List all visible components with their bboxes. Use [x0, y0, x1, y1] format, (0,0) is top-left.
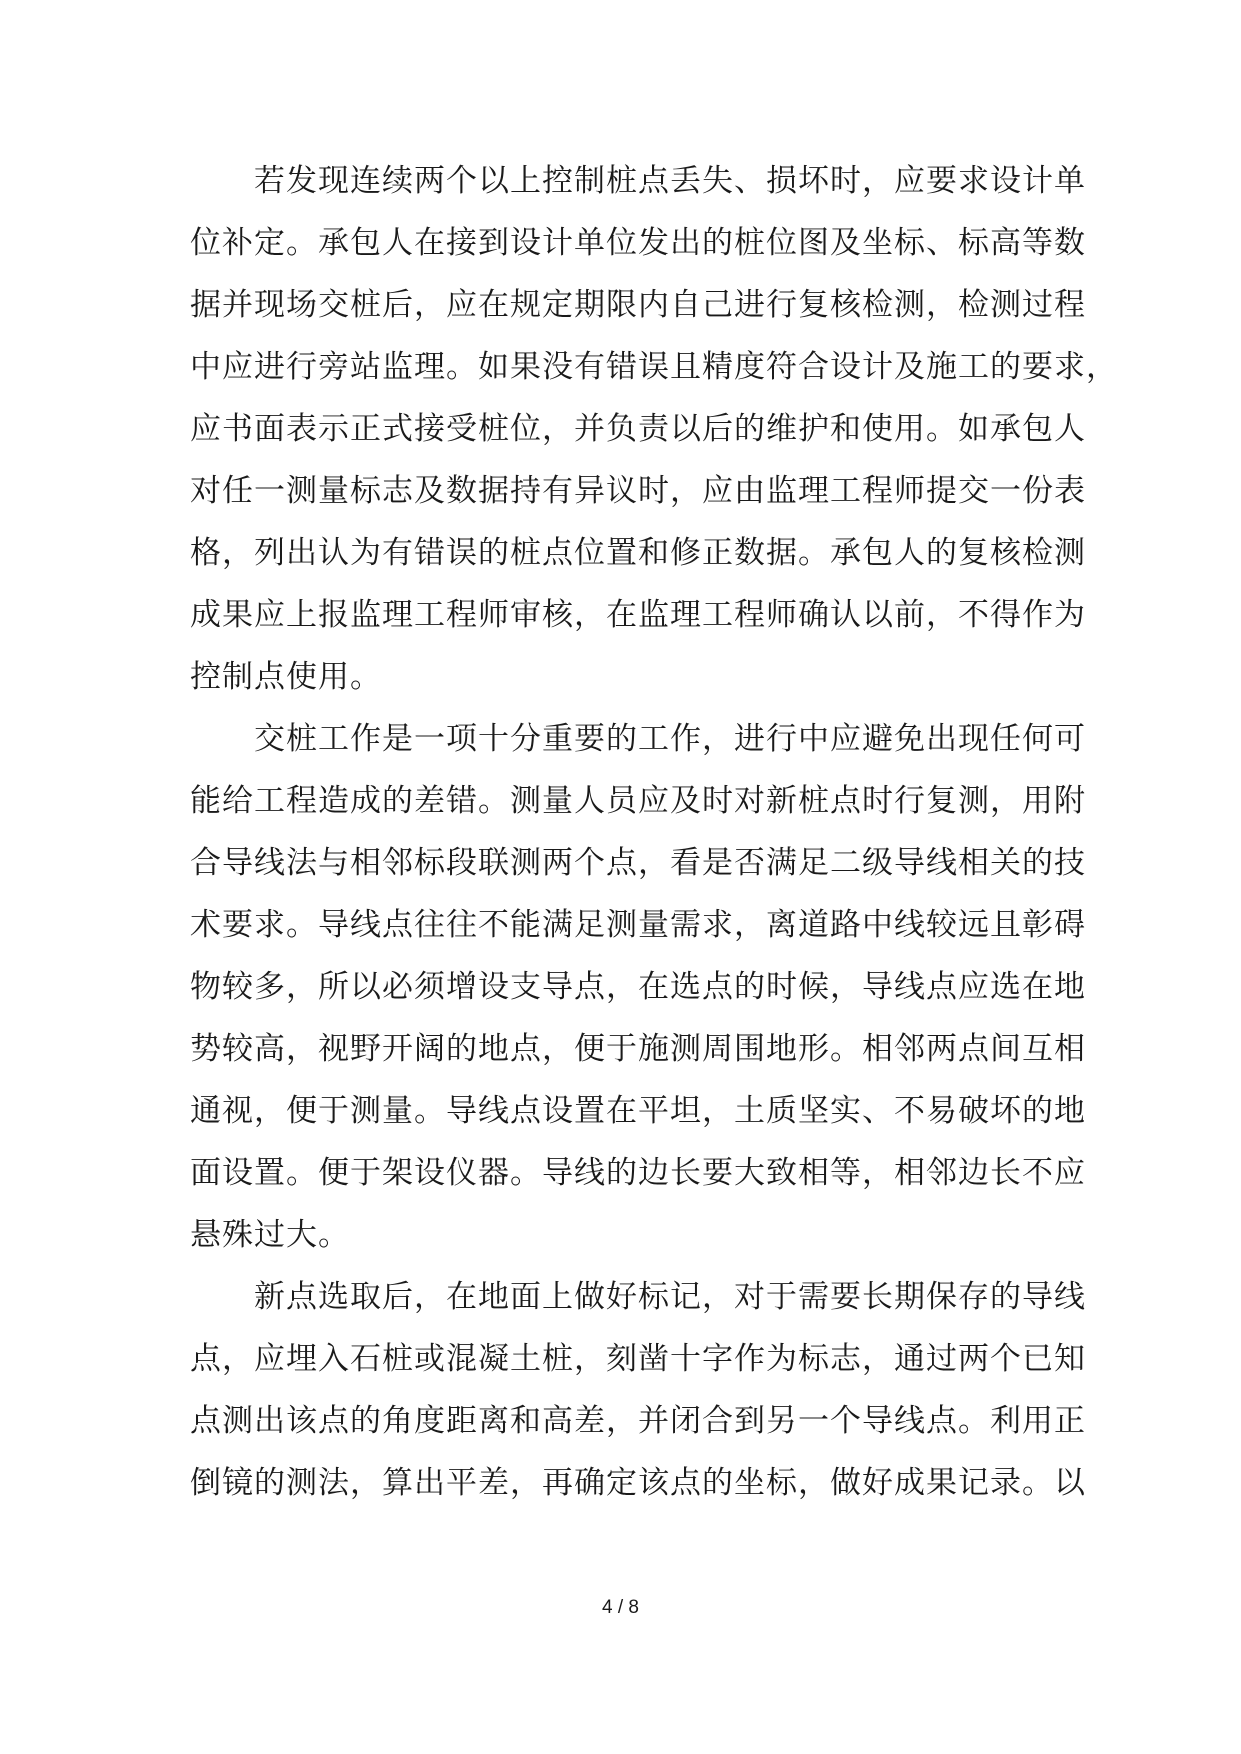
- text-line: 势较高，视野开阔的地点，便于施测周围地形。相邻两点间互相: [190, 1031, 1086, 1067]
- paragraph-1: [190, 150, 1118, 708]
- text-line: 物较多，所以必须增设支导点，在选点的时候，导线点应选在地: [190, 969, 1086, 1005]
- text-line: 成果应上报监理工程师审核，在监理工程师确认以前，不得作为: [190, 597, 1086, 633]
- text-line: 控制点使用。: [190, 659, 382, 695]
- text-line: 应书面表示正式接受桩位，并负责以后的维护和使用。如承包人: [190, 411, 1086, 447]
- text-line: 格，列出认为有错误的桩点位置和修正数据。承包人的复核检测: [190, 535, 1086, 571]
- paragraph-2: [190, 708, 1086, 1266]
- text-line: 位补定。承包人在接到设计单位发出的桩位图及坐标、标高等数: [190, 225, 1086, 261]
- text-line: 能给工程造成的差错。测量人员应及时对新桩点时行复测，用附: [190, 783, 1086, 819]
- text-line: 对任一测量标志及数据持有异议时，应由监理工程师提交一份表: [190, 473, 1086, 509]
- text-line: 据并现场交桩后，应在规定期限内自己进行复核检测，检测过程: [190, 287, 1086, 323]
- page-number: 4 / 8: [602, 1597, 639, 1618]
- text-line: 面设置。便于架设仪器。导线的边长要大致相等，相邻边长不应: [190, 1155, 1086, 1191]
- text-line: 合导线法与相邻标段联测两个点，看是否满足二级导线相关的技: [190, 845, 1086, 881]
- text-line: 交桩工作是一项十分重要的工作，进行中应避免出现任何可: [254, 721, 1086, 757]
- text-line: 悬殊过大。: [190, 1217, 350, 1253]
- text-line: 若发现连续两个以上控制桩点丢失、损坏时，应要求设计单: [254, 163, 1086, 199]
- text-line: 术要求。导线点往往不能满足测量需求，离道路中线较远且彰碍: [190, 907, 1086, 943]
- document-body: [190, 150, 1118, 1514]
- text-line: 新点选取后，在地面上做好标记，对于需要长期保存的导线: [254, 1279, 1086, 1315]
- paragraph-3: [190, 1266, 1086, 1514]
- text-line: 通视，便于测量。导线点设置在平坦，土质坚实、不易破坏的地: [190, 1093, 1086, 1129]
- text-line: 点测出该点的角度距离和高差，并闭合到另一个导线点。利用正: [190, 1403, 1086, 1439]
- text-line: 中应进行旁站监理。如果没有错误且精度符合设计及施工的要求，: [190, 349, 1118, 385]
- text-line: 倒镜的测法，算出平差，再确定该点的坐标，做好成果记录。以: [190, 1465, 1086, 1501]
- text-line: 点，应埋入石桩或混凝土桩，刻凿十字作为标志，通过两个已知: [190, 1341, 1086, 1377]
